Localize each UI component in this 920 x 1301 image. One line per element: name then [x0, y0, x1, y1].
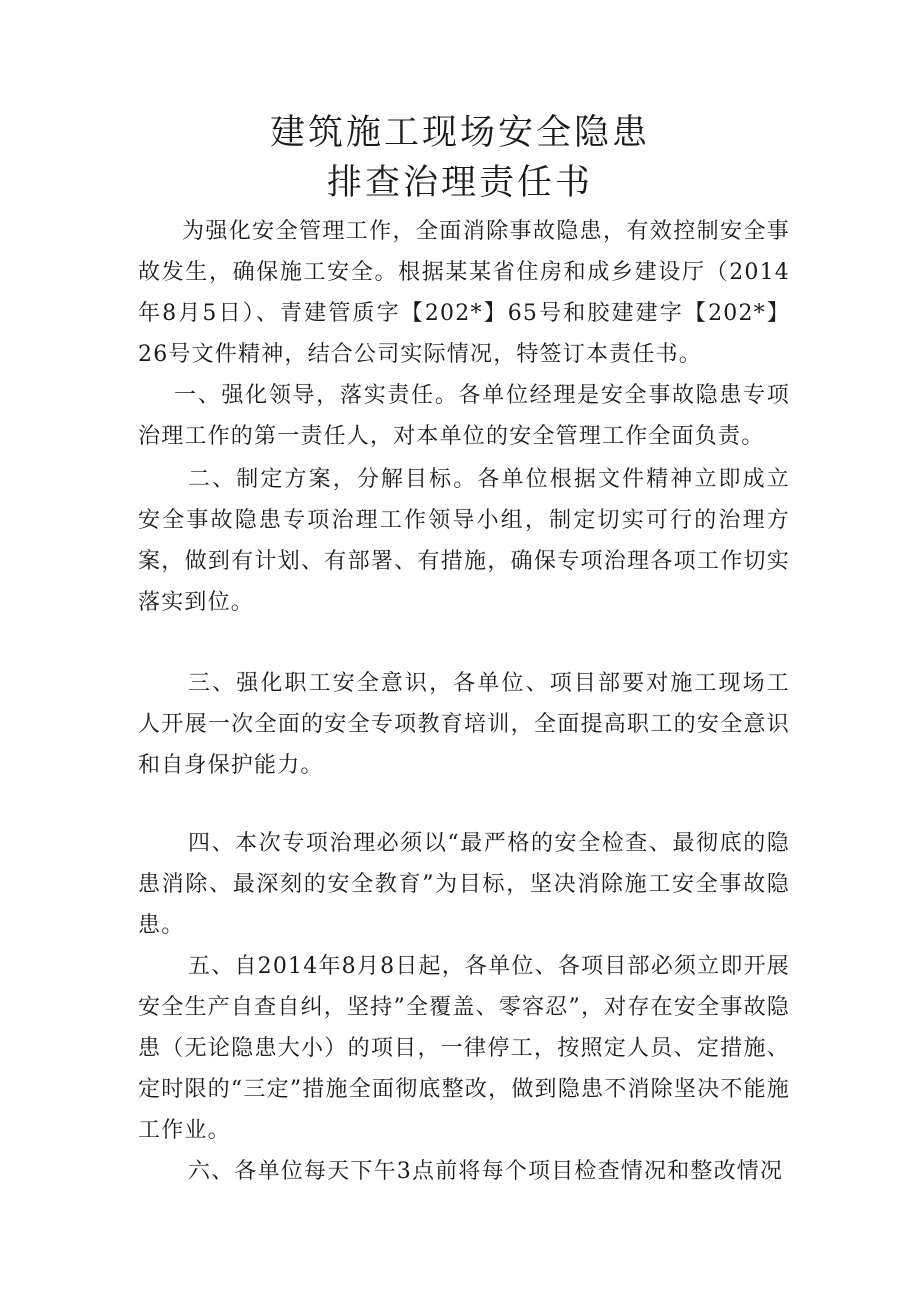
paragraph-item-4: 四、本次专项治理必须以“最严格的安全检查、最彻底的隐患消除、最深刻的安全教育”为目标，坚决消除施工安全事故隐患。	[138, 831, 790, 938]
paragraph-item-6: 六、各单位每天下午3点前将每个项目检查情况和整改情况	[188, 1159, 784, 1184]
paragraph-item-3: 三、强化职工安全意识，各单位、项目部要对施工现场工人开展一次全面的安全专项教育培训，全面提高职工的安全意识和自身保护能力。	[138, 671, 790, 778]
document-body	[138, 211, 790, 1192]
paragraph-item-5: 五、自2014年8月8日起，各单位、各项目部必须立即开展安全生产自查自纠，坚持”全覆盖、零容忍”，对存在安全事故隐患（无论隐患大小）的项目，一律停工，按照定人员、定措施、定时限的“三定”措施全面彻底整改，做到隐患不消除坚决不能施工作业。	[138, 954, 790, 1143]
document-title-line1: 建筑施工现场安全隐患	[269, 113, 650, 153]
paragraph-intro: 为强化安全管理工作，全面消除事故隐患，有效控制安全事故发生，确保施工安全。根据某某省住房和成乡建设厅（2014年8月5日）、青建管质字【202*】65号和胶建建字【202*】26号文件精神，结合公司实际情况，特签订本责任书。	[138, 219, 790, 367]
document-title-line2: 排查治理责任书	[326, 163, 593, 203]
paragraph-item-1: 一、强化领导，落实责任。各单位经理是安全事故隐患专项治理工作的第一责任人，对本单位的安全管理工作全面负责。	[138, 383, 790, 449]
paragraph-item-2: 二、制定方案，分解目标。各单位根据文件精神立即成立安全事故隐患专项治理工作领导小组，制定切实可行的治理方案，做到有计划、有部署、有措施，确保专项治理各项工作切实落实到位。	[138, 467, 790, 615]
